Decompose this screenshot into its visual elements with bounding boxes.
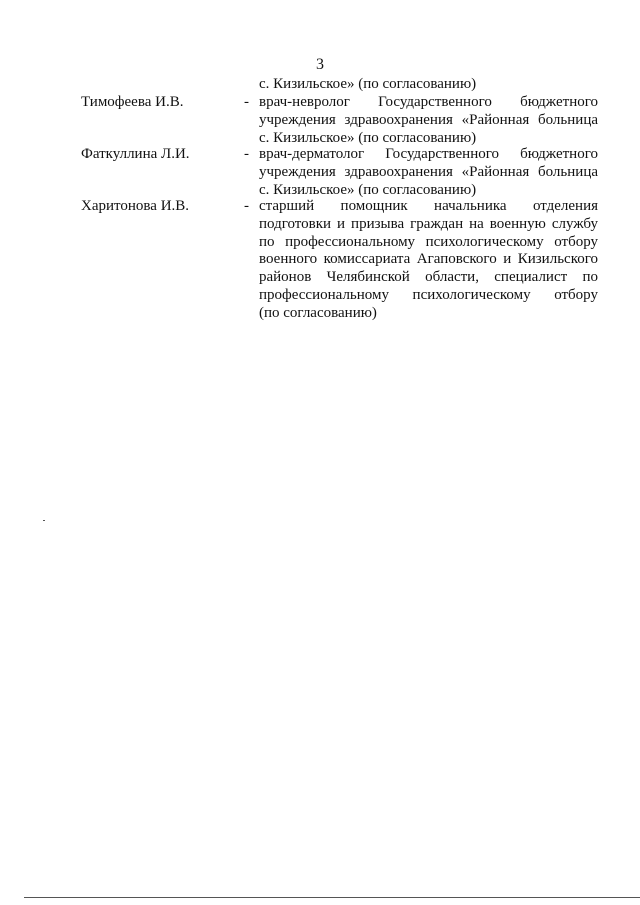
member-dash: - bbox=[244, 198, 249, 214]
position-line: по профессиональному психологическому отбору bbox=[259, 233, 598, 250]
scan-speck bbox=[43, 520, 45, 521]
member-dash: - bbox=[244, 94, 249, 110]
page-number: 3 bbox=[316, 56, 324, 73]
position-line: учреждения здравоохранения «Районная больница bbox=[259, 163, 598, 180]
position-line: подготовки и призыва граждан на военную службу bbox=[259, 215, 598, 232]
position-line: врач-невролог Государственного бюджетного bbox=[259, 94, 598, 110]
member-dash: - bbox=[244, 146, 249, 162]
position-line: районов Челябинской области, специалист по bbox=[259, 269, 598, 286]
position-line: с. Кизильское» (по согласованию) bbox=[259, 129, 477, 146]
member-name: Харитонова И.В. bbox=[81, 198, 190, 214]
member-name: Тимофеева И.В. bbox=[81, 94, 184, 110]
position-line: учреждения здравоохранения «Районная больница bbox=[259, 111, 598, 128]
bottom-rule bbox=[24, 897, 640, 898]
continuation-text: с. Кизильское» (по согласованию) bbox=[259, 76, 477, 92]
position-line: военного комиссариата Агаповского и Кизильского bbox=[259, 251, 598, 268]
member-position bbox=[259, 198, 598, 323]
position-line: (по согласованию) bbox=[259, 304, 377, 321]
position-line: врач-дерматолог Государственного бюджетного bbox=[259, 146, 598, 162]
member-name: Фаткуллина Л.И. bbox=[81, 146, 190, 162]
member-position bbox=[259, 146, 598, 199]
position-line: старший помощник начальника отделения bbox=[259, 198, 598, 214]
member-position bbox=[259, 94, 598, 147]
position-line: профессиональному психологическому отбору bbox=[259, 286, 598, 303]
position-line: с. Кизильское» (по согласованию) bbox=[259, 181, 477, 198]
